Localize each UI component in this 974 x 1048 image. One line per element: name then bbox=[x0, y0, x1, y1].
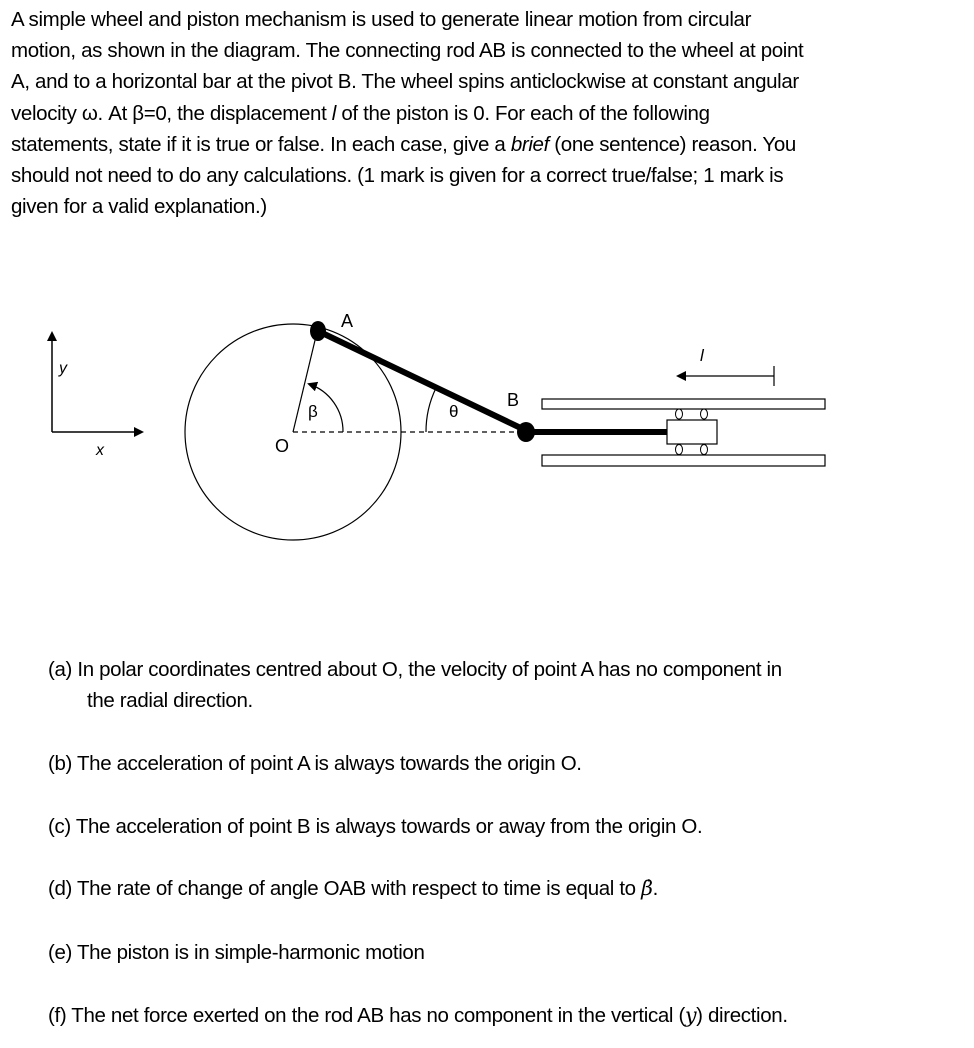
question-d bbox=[48, 873, 658, 904]
rail-bottom bbox=[542, 455, 825, 466]
question-text: the radial direction. bbox=[87, 689, 253, 712]
question-text: (f) The net force exerted on the rod AB has no component in the vertical ( bbox=[48, 1004, 685, 1027]
text-italic: l bbox=[331, 101, 337, 125]
question-text-italic: y bbox=[684, 1003, 697, 1027]
theta-arc bbox=[426, 388, 436, 432]
question-text: ) direction. bbox=[696, 1004, 788, 1027]
text: statements, state if it is true or false. In each case, give a bbox=[11, 132, 511, 156]
question-c: (c) The acceleration of point B is always towards or away from the origin O. bbox=[48, 815, 703, 838]
label-B: B bbox=[507, 390, 520, 410]
label-l: l bbox=[700, 346, 704, 365]
question-text: (a) In polar coordinates centred about O, the velocity of point A has no component in bbox=[48, 658, 782, 681]
connecting-rod-AB bbox=[318, 331, 527, 431]
label-A: A bbox=[341, 311, 354, 331]
question-text: . bbox=[652, 877, 658, 900]
question-text: (d) The rate of change of angle OAB with respect to time is equal to bbox=[48, 877, 642, 900]
text-italic: brief bbox=[510, 132, 549, 156]
question-e: (e) The piston is in simple-harmonic motion bbox=[48, 941, 425, 964]
y-axis-label: y bbox=[59, 360, 67, 377]
point-A bbox=[310, 321, 326, 341]
intro-line: A, and to a horizontal bar at the pivot B. The wheel spins anticlockwise at constant angular bbox=[11, 70, 799, 94]
label-theta: θ bbox=[449, 402, 459, 421]
question-f bbox=[48, 1000, 788, 1031]
intro-line: motion, as shown in the diagram. The connecting rod AB is connected to the wheel at point bbox=[11, 39, 804, 63]
axes-icon bbox=[52, 333, 142, 432]
intro-line: should not need to do any calculations. (1 mark is given for a correct true/false; 1 mark is bbox=[11, 164, 784, 188]
piston-block bbox=[667, 420, 717, 444]
text: velocity ω. At β=0, the displacement bbox=[11, 101, 332, 125]
question-a bbox=[48, 654, 782, 716]
question-b: (b) The acceleration of point A is always towards the origin O. bbox=[48, 752, 582, 775]
label-O: O bbox=[275, 436, 290, 456]
intro-line: given for a valid explanation.) bbox=[11, 195, 267, 219]
beta-dot-symbol: β̇ bbox=[641, 876, 653, 900]
intro-line: A simple wheel and piston mechanism is used to generate linear motion from circular bbox=[11, 8, 752, 31]
rail-top bbox=[542, 399, 825, 409]
label-beta: β bbox=[308, 402, 318, 421]
text: (one sentence) reason. You bbox=[548, 132, 796, 156]
x-axis-label: x bbox=[96, 442, 104, 459]
text: of the piston is 0. For each of the following bbox=[336, 101, 710, 125]
